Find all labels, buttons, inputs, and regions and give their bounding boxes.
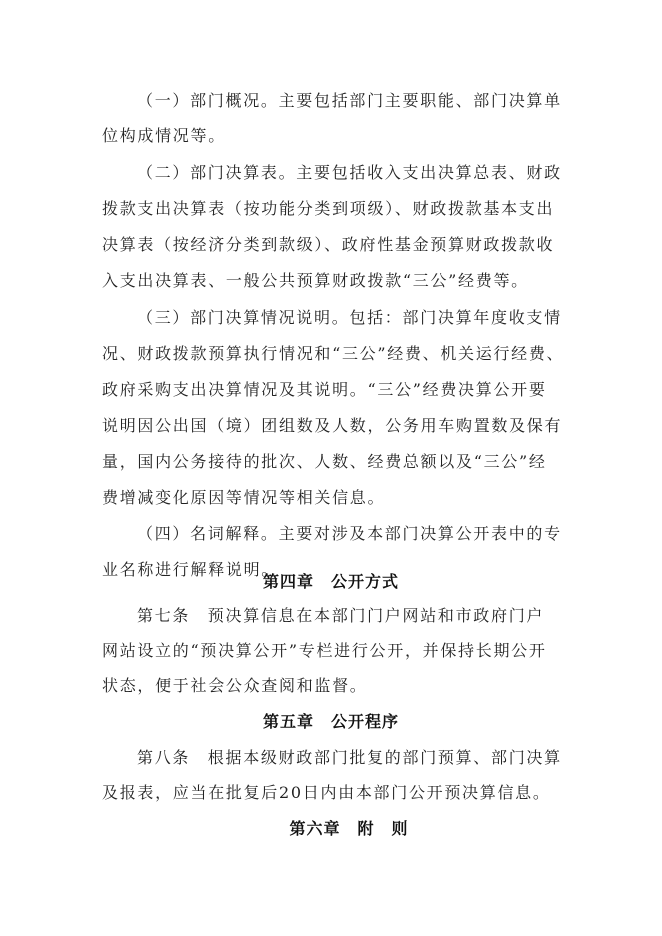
paragraph-line: 拨款支出决算表（按功能分类到项级）、财政拨款基本支出 [102, 199, 555, 218]
article-line: 第八条 根据本级财政部门批复的部门预算、部门决算 [137, 748, 562, 767]
chapter-heading: 第五章 公开程序 [262, 712, 399, 731]
paragraph-line: 费增减变化原因等情况等相关信息。 [102, 488, 386, 507]
paragraph-line: 况、财政拨款预算执行情况和“三公”经费、机关运行经费、 [102, 344, 565, 363]
paragraph-line: （二）部门决算表。主要包括收入支出决算总表、财政 [137, 163, 562, 182]
chapter-heading: 第四章 公开方式 [262, 572, 399, 591]
paragraph-line: 位构成情况等。 [102, 126, 226, 145]
article-line: 网站设立的“预决算公开”专栏进行公开，并保持长期公开 [102, 641, 547, 660]
article-line: 及报表，应当在批复后20日内由本部门公开预决算信息。 [102, 783, 551, 802]
paragraph-line: 入支出决算表、一般公共预算财政拨款“三公”经费等。 [102, 271, 529, 290]
chapter-heading: 第六章 附 则 [289, 819, 409, 838]
paragraph-line: 政府采购支出决算情况及其说明。“三公”经费决算公开要 [102, 380, 547, 399]
article-line: 第七条 预决算信息在本部门门户网站和市政府门户 [137, 606, 545, 625]
paragraph-line: 量，国内公务接待的批次、人数、经费总额以及“三公”经 [102, 452, 547, 471]
paragraph-line: （三）部门决算情况说明。包括：部门决算年度收支情 [137, 308, 562, 327]
article-line: 状态，便于社会公众查阅和监督。 [102, 676, 368, 695]
paragraph-line: （四）名词解释。主要对涉及本部门决算公开表中的专 [137, 524, 562, 543]
paragraph-line: 说明因公出国（境）团组数及人数，公务用车购置数及保有 [102, 416, 563, 435]
paragraph-line: 业名称进行解释说明。 [102, 560, 280, 579]
paragraph-line: 决算表（按经济分类到款级）、政府性基金预算财政拨款收 [102, 235, 555, 254]
paragraph-line: （一）部门概况。主要包括部门主要职能、部门决算单 [137, 91, 562, 110]
